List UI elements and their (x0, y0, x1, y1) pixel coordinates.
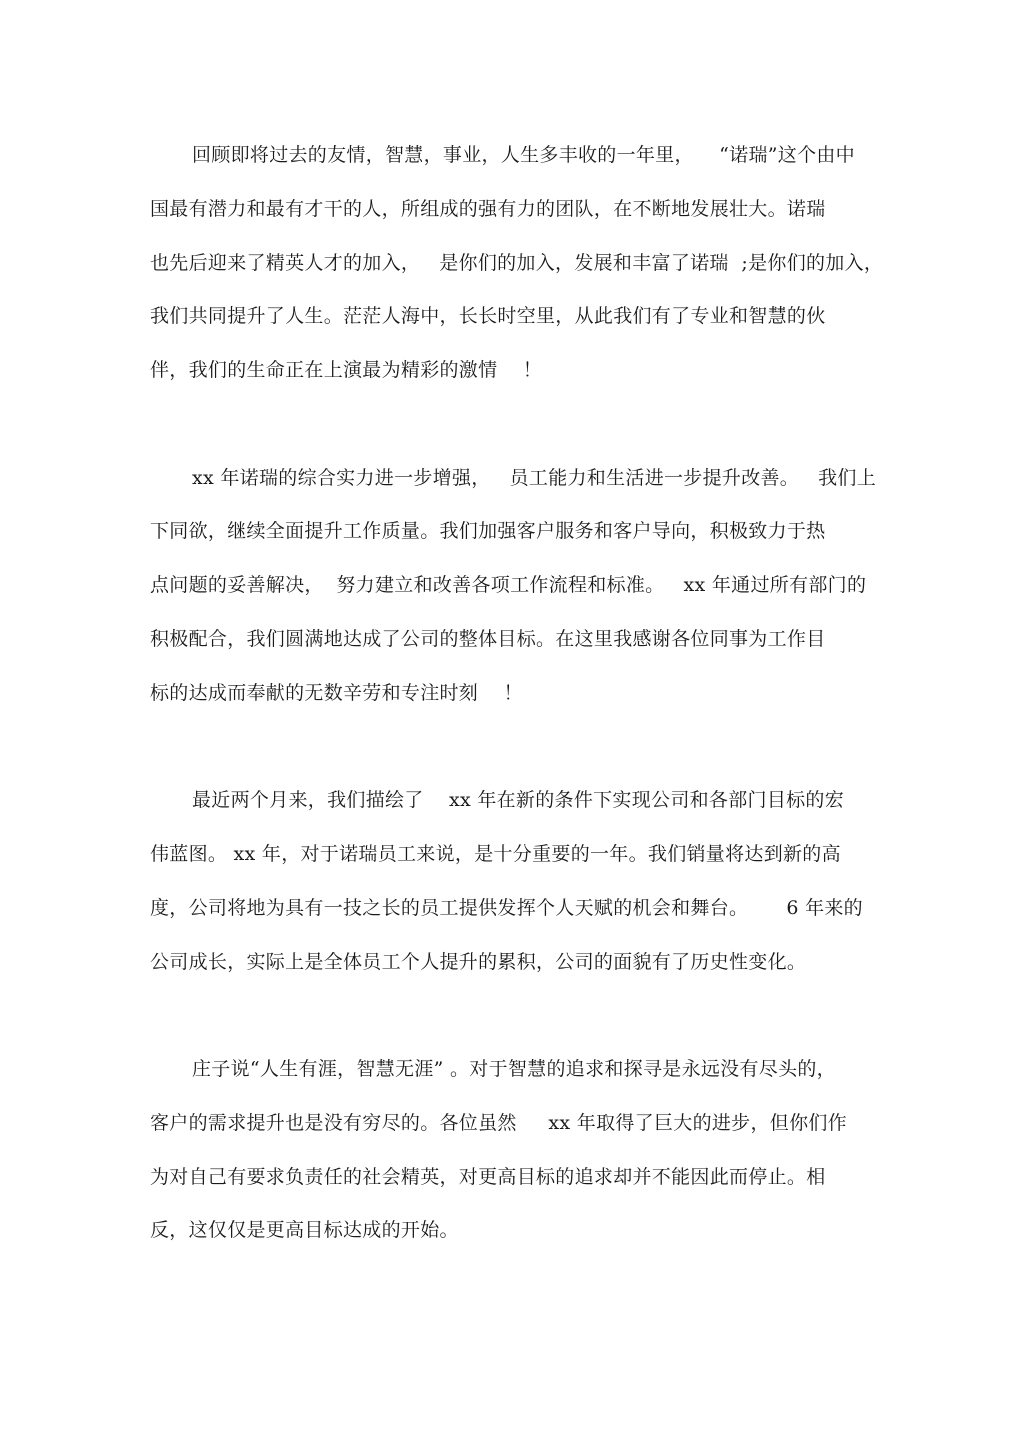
paragraph-1-line-4: 我们共同提升了人生。茫茫人海中，长长时空里，从此我们有了专业和智慧的伙 (150, 305, 826, 327)
paragraph-4-line-1: 庄子说“人生有涯，智慧无涯” 。对于智慧的追求和探寻是永远没有尽头的， (192, 1058, 836, 1080)
paragraph-2-line-4: 积极配合，我们圆满地达成了公司的整体目标。在这里我感谢各位同事为工作目 (150, 628, 826, 650)
paragraph-4-line-3: 为对自己有要求负责任的社会精英，对更高目标的追求却并不能因此而停止。相 (150, 1166, 826, 1188)
paragraph-1-line-2: 国最有潜力和最有才干的人，所组成的强有力的团队，在不断地发展壮大。诺瑞 (150, 198, 826, 220)
paragraph-2-line-2: 下同欲，继续全面提升工作质量。我们加强客户服务和客户导向，积极致力于热 (150, 520, 826, 542)
paragraph-4-line-2: 客户的需求提升也是没有穷尽的。各位虽然 xx 年取得了巨大的进步，但你们作 (150, 1112, 847, 1134)
paragraph-2-line-1: xx 年诺瑞的综合实力进一步增强， 员工能力和生活进一步提升改善。 我们上 (192, 467, 877, 489)
paragraph-1-line-5: 伴，我们的生命正在上演最为精彩的激情 ！ (150, 359, 543, 381)
paragraph-3-line-2: 伟蓝图。 xx 年，对于诺瑞员工来说，是十分重要的一年。我们销量将达到新的高 (150, 843, 841, 865)
paragraph-1-line-3: 也先后迎来了精英人才的加入， 是你们的加入，发展和丰富了诺瑞 ;是你们的加入， (150, 252, 884, 274)
paragraph-3-line-1: 最近两个月来，我们描绘了 xx 年在新的条件下实现公司和各部门目标的宏 (192, 789, 845, 811)
paragraph-2-line-3: 点问题的妥善解决， 努力建立和改善各项工作流程和标准。 xx 年通过所有部门的 (150, 574, 867, 596)
paragraph-3-line-4: 公司成长，实际上是全体员工个人提升的累积，公司的面貌有了历史性变化。 (150, 951, 807, 973)
paragraph-4-line-4: 反，这仅仅是更高目标达成的开始。 (150, 1219, 459, 1241)
paragraph-3-line-3: 度，公司将地为具有一技之长的员工提供发挥个人天赋的机会和舞台。 6 年来的 (150, 897, 863, 919)
paragraph-1-line-1: 回顾即将过去的友情，智慧，事业，人生多丰收的一年里， “诺瑞”这个由中 (192, 144, 855, 166)
paragraph-2-line-5: 标的达成而奉献的无数辛劳和专注时刻 ！ (150, 682, 523, 704)
